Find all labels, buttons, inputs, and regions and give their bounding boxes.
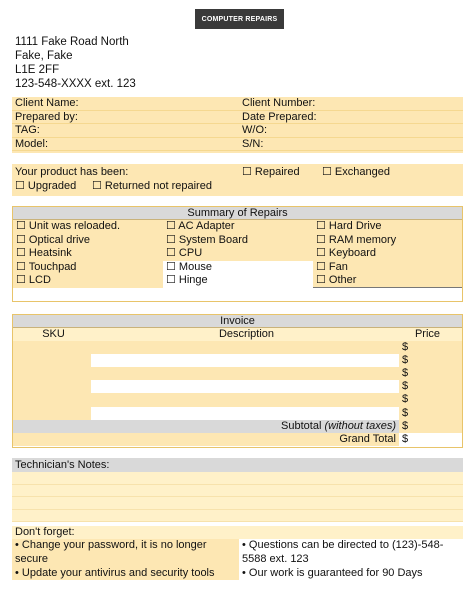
date-prepared-field[interactable]: Date Prepared:	[242, 110, 317, 123]
repair-checkbox[interactable]: ☐ Hard Drive	[316, 220, 382, 232]
repair-checkbox[interactable]: ☐ CPU	[163, 247, 313, 261]
description-header: Description	[218, 328, 275, 340]
invoice-section	[12, 314, 463, 448]
notes-line[interactable]	[12, 472, 463, 485]
model-field[interactable]: Model:	[15, 137, 49, 150]
reminders-title: Don't forget:	[12, 526, 463, 539]
repair-checkbox[interactable]: ☐ System Board	[163, 234, 313, 248]
subtotal-label	[13, 420, 399, 433]
repair-checkbox[interactable]: ☐ Other	[313, 274, 462, 288]
reminder-item: • Update your antivirus and security tools	[15, 567, 215, 579]
invoice-line-row	[13, 393, 462, 406]
reminders-section	[12, 526, 463, 580]
description-cell[interactable]	[91, 367, 399, 380]
notes-line[interactable]	[12, 510, 463, 523]
repair-checkbox[interactable]: ☐ Keyboard	[316, 247, 377, 260]
invoice-line-row	[13, 341, 462, 354]
subtotal-value[interactable]: $	[399, 420, 462, 433]
invoice-title: Invoice	[13, 315, 462, 328]
reminder-item: • Change your password, it is no longer secure	[15, 539, 207, 565]
subtotal-text: Subtotal	[281, 419, 322, 432]
description-cell[interactable]	[91, 393, 399, 406]
sku-cell[interactable]	[13, 354, 91, 367]
repair-checkbox[interactable]: ☐ Unit was reloaded.	[16, 220, 121, 232]
subtotal-note: (without taxes)	[324, 419, 396, 432]
repair-checkbox[interactable]: ☐ LCD	[16, 274, 51, 287]
price-cell[interactable]: $	[399, 367, 462, 380]
product-status-label: Your product has been:	[15, 166, 129, 178]
repair-checkbox[interactable]: ☐ Heatsink	[16, 247, 72, 260]
invoice-line-row	[13, 367, 462, 380]
price-cell[interactable]: $	[399, 380, 462, 393]
technician-notes-section	[12, 458, 463, 522]
address-line: 1111 Fake Road North	[15, 36, 129, 48]
subtotal-row	[13, 420, 462, 433]
price-cell[interactable]: $	[399, 354, 462, 367]
repair-checkbox[interactable]: ☐ RAM memory	[316, 233, 397, 246]
sku-cell[interactable]	[13, 367, 91, 380]
product-status-section	[12, 164, 463, 196]
price-header: Price	[414, 328, 440, 340]
repair-summary-section	[12, 206, 463, 302]
grand-total-label: Grand Total	[13, 433, 399, 446]
description-cell[interactable]	[91, 341, 399, 354]
serial-number-field[interactable]: S/N:	[242, 137, 264, 150]
repair-checkbox[interactable]: ☐ Hinge	[163, 274, 313, 288]
prepared-by-field[interactable]: Prepared by:	[15, 110, 78, 123]
client-name-field[interactable]: Client Name:	[15, 97, 79, 109]
sku-cell[interactable]	[13, 407, 91, 420]
sku-cell[interactable]	[13, 341, 91, 354]
price-cell[interactable]: $	[399, 341, 462, 354]
description-cell[interactable]	[91, 380, 399, 393]
invoice-line-row	[13, 354, 462, 367]
grand-total-row	[13, 433, 462, 446]
description-cell[interactable]	[91, 354, 399, 367]
upgraded-checkbox[interactable]: ☐ Upgraded	[15, 180, 77, 192]
address-line: L1E 2FF	[15, 64, 60, 76]
repair-checkbox[interactable]: ☐ Mouse	[163, 261, 313, 275]
repaired-checkbox[interactable]: ☐ Repaired	[242, 166, 300, 178]
wo-field[interactable]: W/O:	[242, 124, 268, 136]
sku-header: SKU	[42, 328, 65, 340]
reminders-row	[12, 567, 463, 581]
sku-cell[interactable]	[13, 380, 91, 393]
tag-field[interactable]: TAG:	[15, 124, 40, 136]
price-cell[interactable]: $	[399, 393, 462, 406]
price-cell[interactable]: $	[399, 407, 462, 420]
reminders-row	[12, 539, 463, 567]
grand-total-value[interactable]: $	[399, 433, 462, 446]
client-row	[12, 97, 463, 111]
notes-line[interactable]	[12, 485, 463, 498]
repair-column	[313, 220, 462, 288]
reminder-item: • Our work is guaranteed for 90 Days	[239, 567, 463, 581]
client-row	[12, 138, 463, 152]
client-number-field[interactable]: Client Number:	[242, 97, 316, 109]
repair-checkbox[interactable]: ☐ Fan	[316, 260, 348, 273]
product-status-row	[12, 166, 463, 180]
exchanged-checkbox[interactable]: ☐ Exchanged	[322, 166, 390, 178]
address-line: Fake, Fake	[15, 50, 73, 62]
reminder-item: • Questions can be directed to (123)-548-5588 ext. 123	[239, 539, 463, 567]
header-title-button: COMPUTER REPAIRS	[195, 9, 284, 29]
repair-column	[13, 220, 163, 288]
client-row	[12, 111, 463, 125]
repair-summary-grid	[13, 220, 462, 288]
invoice-header-row	[13, 328, 462, 341]
invoice-line-row	[13, 407, 462, 420]
sku-cell[interactable]	[13, 393, 91, 406]
repair-summary-title: Summary of Repairs	[13, 207, 462, 220]
repair-column	[163, 220, 313, 288]
address-line: 123-548-XXXX ext. 123	[15, 78, 136, 90]
invoice-line-row	[13, 380, 462, 393]
description-cell[interactable]	[91, 407, 399, 420]
repair-checkbox[interactable]: ☐ AC Adapter	[163, 220, 313, 234]
product-status-row	[12, 180, 463, 194]
technician-notes-title: Technician's Notes:	[12, 458, 463, 472]
repair-checkbox[interactable]: ☐ Optical drive	[16, 233, 91, 246]
returned-checkbox[interactable]: ☐ Returned not repaired	[92, 180, 212, 192]
notes-line[interactable]	[12, 497, 463, 510]
client-row	[12, 124, 463, 138]
client-info-section	[12, 97, 463, 153]
company-address	[15, 35, 136, 91]
repair-checkbox[interactable]: ☐ Touchpad	[16, 260, 77, 273]
